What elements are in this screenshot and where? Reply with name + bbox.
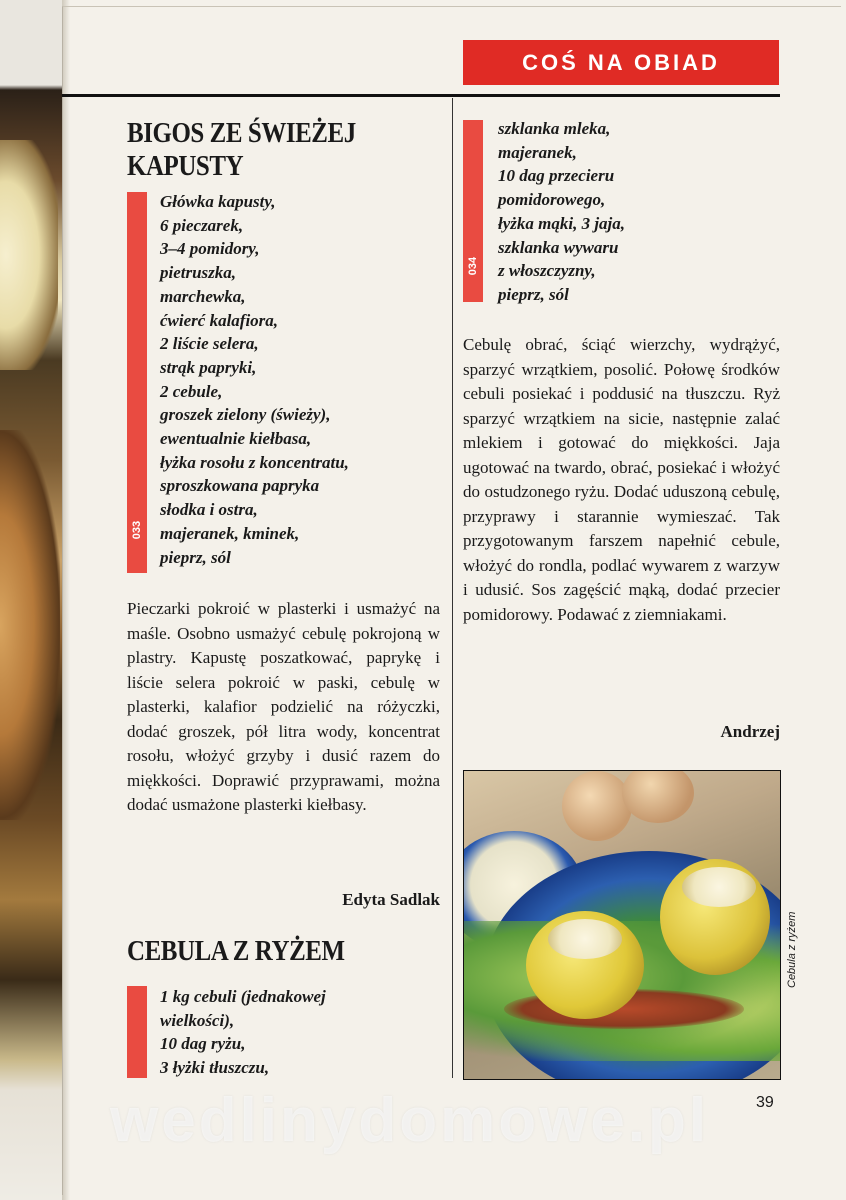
recipe-author: Edyta Sadlak: [342, 890, 440, 909]
recipe-instructions: Cebulę obrać, ściąć wierzchy, wydrążyć, sparzyć wrzątkiem, posolić. Połowę środków cebuli posiekać i poddusić na tłuszczu. Ryż sparzyć wrzątkiem na sicie, następnie zalać mlekiem i gotować do miękkości. Jaja ugotować na twardo, obrać, posiekać i włożyć do ostudzonego ryżu. Dodać uduszoną cebulę, przyprawy i starannie wymieszać. Tak przygotowanym farszem napełnić cebule, włożyć do rondla, podlać wywarem z warzyw i udusić. Sos zagęścić mąką, dodać przecier pomidorowy. Podawać z ziemniakami.: [463, 335, 780, 624]
ingredient-list: [160, 985, 326, 1080]
ingredient-item: szklanka wywaru: [498, 237, 619, 257]
ingredient-item: 3–4 pomidory,: [160, 239, 260, 259]
ingredient-item: sproszkowana papryka: [160, 476, 320, 496]
ingredient-item: wielkości),: [160, 1010, 235, 1030]
ingredient-item: ćwierć kalafiora,: [160, 310, 279, 330]
recipe-number-bar: [127, 192, 147, 573]
ingredient-item: 6 pieczarek,: [160, 215, 244, 235]
ingredient-item: Główka kapusty,: [160, 192, 276, 211]
ingredient-item: szklanka mleka,: [498, 119, 611, 138]
recipe-title-line: KAPUSTY: [127, 150, 244, 182]
photo-caption: Cebula z ryżem: [786, 911, 798, 988]
food-plate-image: [0, 140, 58, 370]
recipe-title-bigos: [127, 117, 356, 183]
watermark: wedlinydomowe.pl: [110, 1086, 710, 1155]
recipe-number-bar: [127, 986, 147, 1078]
ingredient-item: majeranek,: [498, 142, 577, 162]
ingredient-item: pietruszka,: [160, 263, 237, 283]
recipe-number: 033: [131, 520, 143, 540]
ingredient-item: z włoszczyzny,: [498, 261, 596, 281]
recipe-author: Andrzej: [720, 722, 780, 741]
ingredient-list: [498, 117, 625, 307]
ingredient-list: [160, 190, 349, 569]
ingredient-item: 3 łyżki tłuszczu,: [160, 1058, 270, 1078]
food-dish-image: [0, 430, 60, 820]
ingredient-item: łyżka rosołu z koncentratu,: [160, 452, 349, 472]
ingredient-item: 1 kg cebuli (jednakowej: [160, 987, 326, 1006]
ingredient-item: 2 cebule,: [160, 381, 223, 401]
header-rule: [62, 94, 780, 97]
ingredient-item: 2 liście selera,: [160, 334, 259, 354]
stuffed-onion-image: [526, 911, 644, 1019]
ingredient-item: łyżka mąki, 3 jaja,: [498, 213, 626, 233]
ingredient-item: ewentualnie kiełbasa,: [160, 429, 312, 449]
ingredient-item: strąk papryki,: [160, 357, 257, 377]
recipe-title-line: BIGOS ZE ŚWIEŻEJ: [127, 117, 356, 149]
stuffed-onion-image: [660, 859, 770, 975]
ingredient-item: majeranek, kminek,: [160, 523, 300, 543]
recipe-number-bar: [463, 120, 483, 302]
egg-image: [562, 771, 632, 841]
ingredient-item: pieprz, sól: [498, 284, 569, 304]
previous-page-photo-strip: [0, 0, 66, 1200]
egg-image: [622, 770, 694, 823]
ingredient-item: pieprz, sól: [160, 547, 231, 567]
recipe-title-cebula: CEBULA Z RYŻEM: [127, 935, 345, 967]
ingredient-item: marchewka,: [160, 286, 246, 306]
ingredient-item: pomidorowego,: [498, 190, 606, 210]
recipe-number: 034: [467, 256, 479, 276]
page-number: 39: [756, 1094, 774, 1111]
recipe-instructions: Pieczarki pokroić w plasterki i usmażyć na maśle. Osobno usmażyć cebulę pokrojoną w plastry. Kapustę poszatkować, paprykę i liście selera pokroić w paski, cebulę w plasterki, kalafior podzielić na różyczki, dodać groszek, pół litra wody, koncentrat rosołu, włożyć grzyby i dusić razem do miękkości. Doprawić przyprawami, można dodać usmażone plasterki kiełbasy.: [127, 599, 440, 814]
ingredient-item: groszek zielony (świeży),: [160, 405, 331, 425]
section-header-badge: COŚ NA OBIAD: [463, 40, 779, 85]
ingredient-item: słodka i ostra,: [160, 500, 258, 520]
ingredient-item: 10 dag przecieru: [498, 166, 615, 186]
ingredient-item: 10 dag ryżu,: [160, 1034, 246, 1054]
dish-photo: [463, 770, 781, 1080]
column-divider: [452, 98, 453, 1078]
